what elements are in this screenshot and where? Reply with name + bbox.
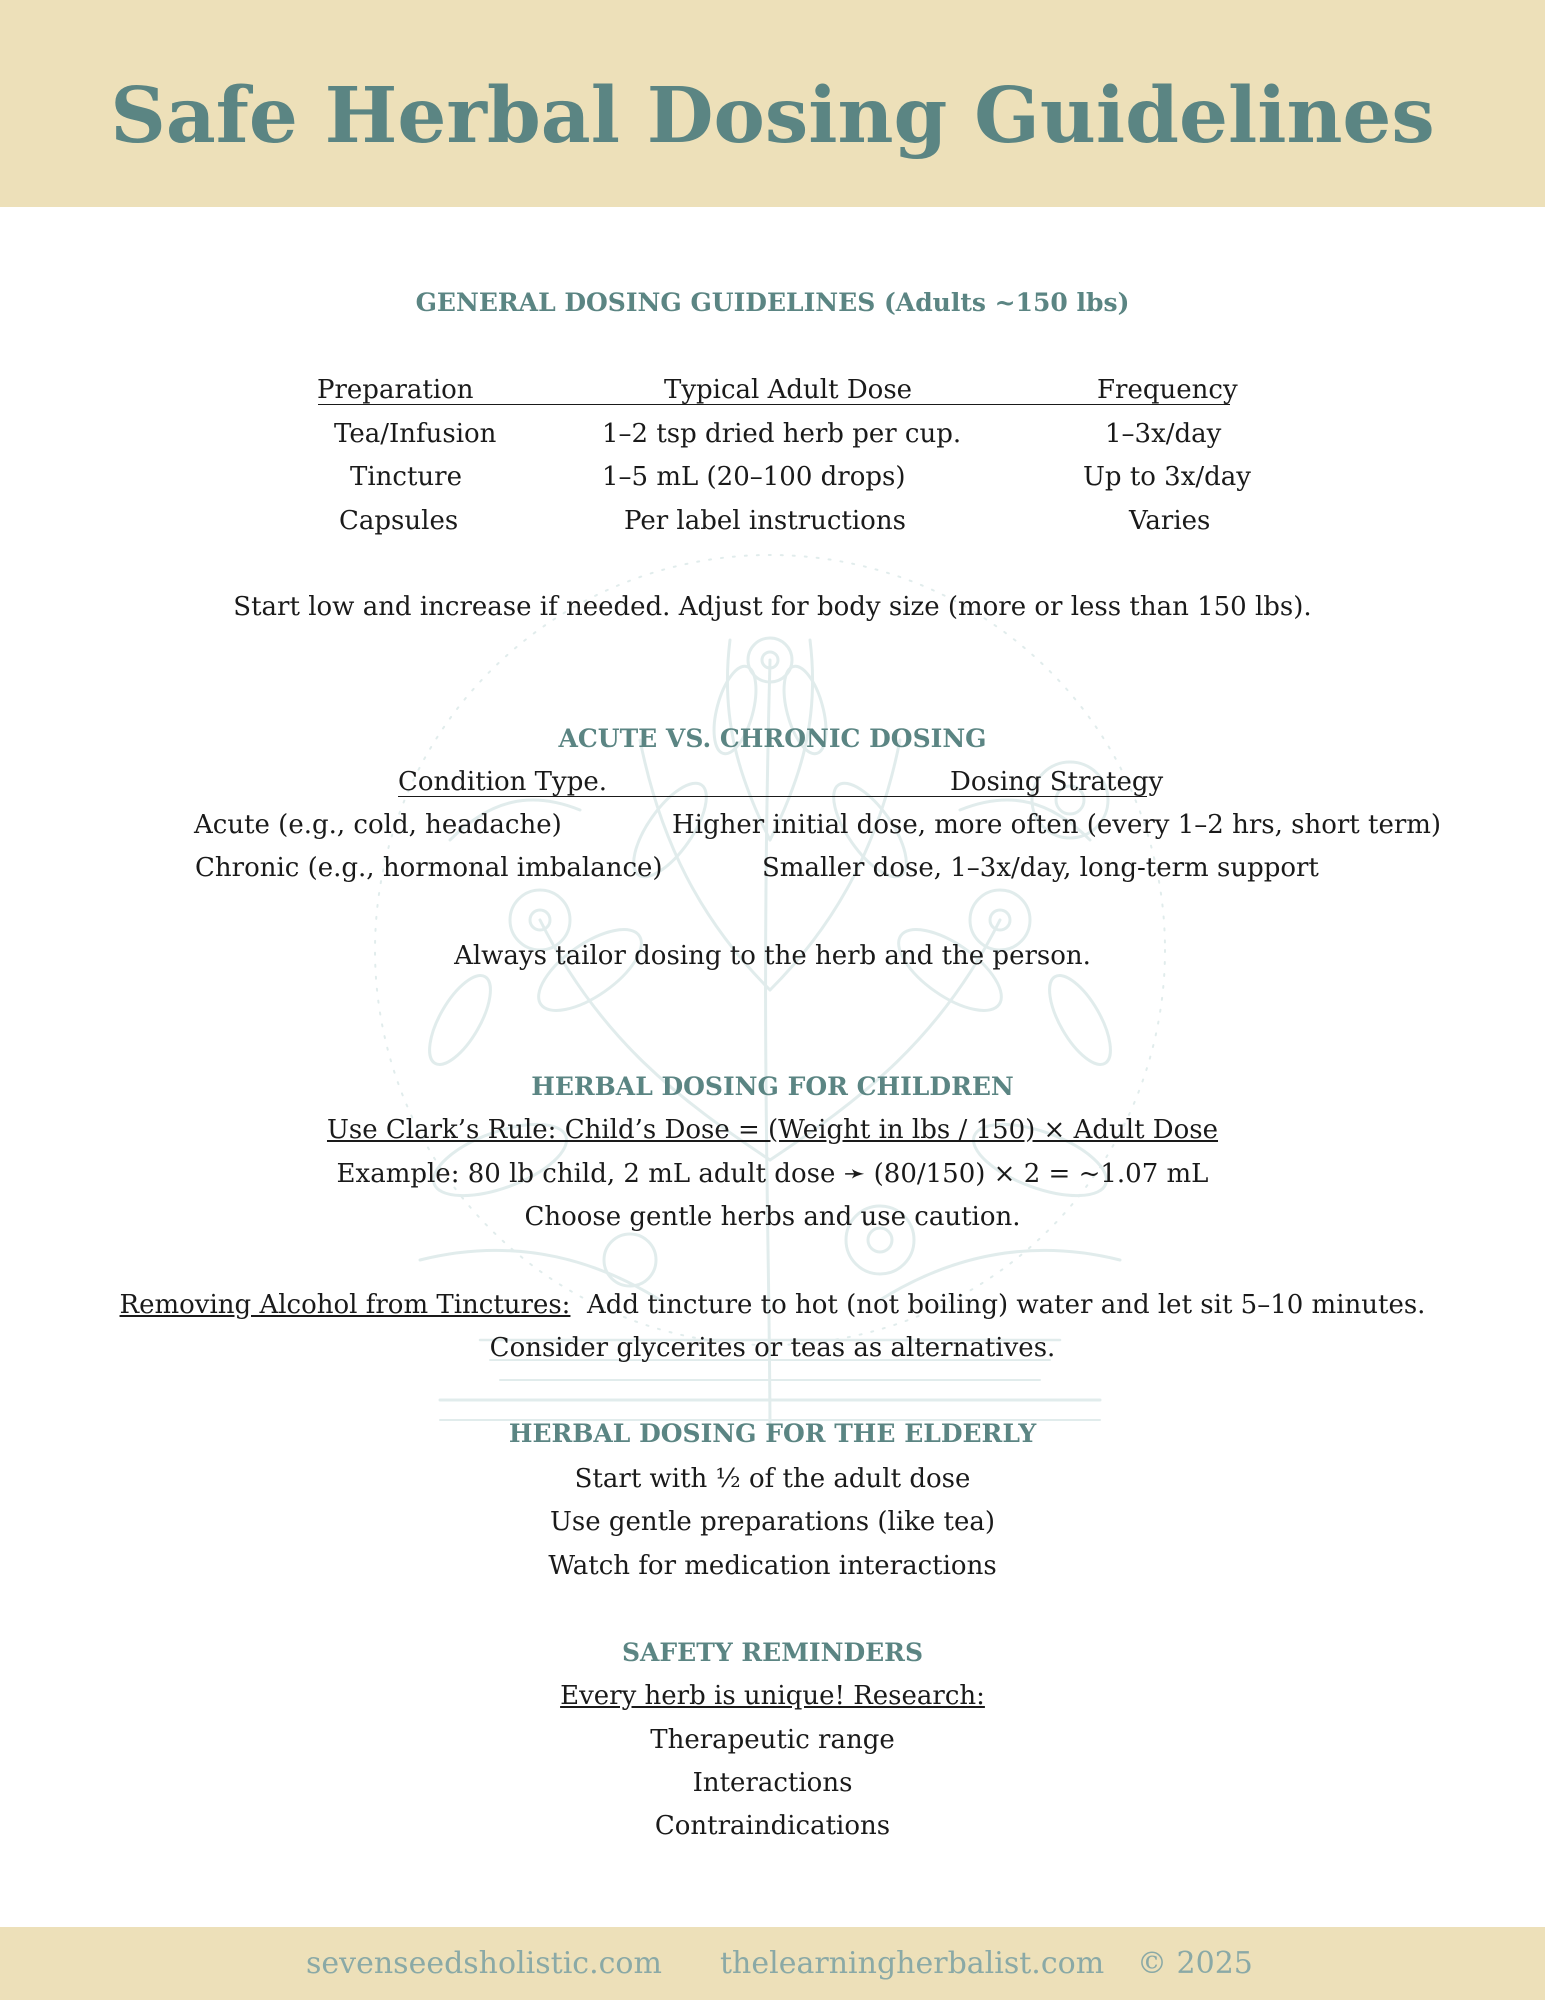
safety-item-3: Contraindications: [654, 1811, 891, 1841]
safety-subheading: Every herb is unique! Research:: [560, 1681, 985, 1711]
general-row-1-dose: 1–2 tsp dried herb per cup.: [602, 419, 962, 449]
acute-row-2-strategy: Smaller dose, 1–3x/day, long-term support: [762, 853, 1319, 883]
footer-link-learningherbalist[interactable]: thelearningherbalist.com: [720, 1946, 1105, 1981]
elderly-item-1: Start with ½ of the adult dose: [574, 1464, 971, 1494]
acute-col-condition: Condition Type.: [398, 767, 608, 797]
acute-note: Always tailor dosing to the herb and the person.: [454, 941, 1091, 971]
general-row-1-frequency: 1–3x/day: [1105, 419, 1222, 449]
acute-col-strategy: Dosing Strategy: [950, 767, 1164, 797]
alcohol-removal-line: [0, 1288, 1545, 1322]
general-dosing-heading: GENERAL DOSING GUIDELINES (Adults ~150 lbs): [415, 288, 1130, 317]
safety-item-1: Therapeutic range: [650, 1725, 895, 1755]
elderly-item-2: Use gentle preparations (like tea): [549, 1507, 996, 1537]
alcohol-removal-text: Add tincture to hot (not boiling) water and let sit 5–10 minutes.: [586, 1290, 1426, 1320]
children-caution: Choose gentle herbs and use caution.: [524, 1202, 1021, 1232]
general-col-preparation: Preparation: [317, 375, 474, 405]
footer-copyright: © 2025: [1137, 1946, 1253, 1981]
clarks-rule-line: [0, 1113, 1545, 1147]
general-row-2-frequency: Up to 3x/day: [1083, 462, 1251, 492]
safety-heading: SAFETY REMINDERS: [621, 1638, 924, 1667]
footer-link-sevenseeds[interactable]: sevenseedsholistic.com: [306, 1946, 662, 1981]
elderly-item-3: Watch for medication interactions: [548, 1551, 997, 1581]
safety-subheading-line: [0, 1679, 1545, 1713]
elderly-heading: HERBAL DOSING FOR THE ELDERLY: [508, 1419, 1037, 1448]
general-col-dose: Typical Adult Dose: [664, 375, 913, 405]
general-row-3-frequency: Varies: [1129, 506, 1211, 536]
general-row-2-dose: 1–5 mL (20–100 drops): [602, 462, 906, 492]
alcohol-alternatives: Consider glycerites or teas as alternatives.: [489, 1333, 1056, 1363]
general-row-3-preparation: Capsules: [339, 506, 459, 536]
general-note: Start low and increase if needed. Adjust for body size (more or less than 150 lbs).: [233, 592, 1312, 622]
acute-row-1-condition: Acute (e.g., cold, headache): [194, 810, 562, 840]
general-col-frequency: Frequency: [1097, 375, 1238, 405]
acute-chronic-heading: ACUTE VS. CHRONIC DOSING: [558, 724, 987, 753]
acute-row-2-condition: Chronic (e.g., hormonal imbalance): [195, 853, 663, 883]
safety-item-2: Interactions: [692, 1768, 853, 1798]
general-row-1-preparation: Tea/Infusion: [334, 419, 497, 449]
general-row-2-preparation: Tincture: [350, 462, 462, 492]
alcohol-removal-label: Removing Alcohol from Tinctures:: [119, 1290, 571, 1320]
clarks-rule: Use Clark’s Rule: Child’s Dose = (Weight in lbs / 150) × Adult Dose: [326, 1115, 1219, 1145]
children-example: Example: 80 lb child, 2 mL adult dose ➛ (80/150) × 2 = ~1.07 mL: [336, 1159, 1209, 1189]
acute-row-1-strategy: Higher initial dose, more often (every 1–2 hrs, short term): [672, 810, 1442, 840]
children-heading: HERBAL DOSING FOR CHILDREN: [531, 1072, 1014, 1101]
footer-band: [0, 1927, 1545, 2000]
page-title: Safe Herbal Dosing Guidelines: [110, 71, 1435, 161]
header-band: [0, 0, 1545, 207]
general-row-3-dose: Per label instructions: [624, 506, 906, 536]
